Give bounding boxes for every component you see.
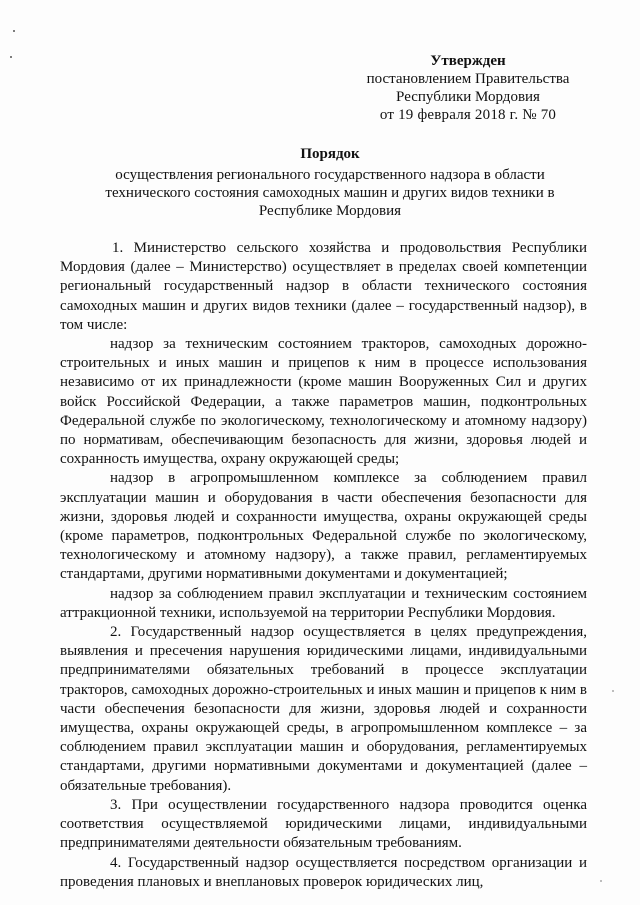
scan-speck: [10, 56, 12, 58]
approval-title: Утвержден: [430, 53, 506, 69]
approval-stamp: [348, 52, 588, 124]
paragraph-1-item-2: надзор в агропромышленном комплексе за соблюдением правил эксплуатации машин и оборудования в части обеспечения безопасности для жизни, здоровья людей и сохранности имущества, охраны окружающей среды (кроме параметров, подконтрольных Федеральной службе по экологическому, технологическому и атомному надзору), а также правил, регламентируемых стандартами, другими нормативными документами и документацией;: [60, 470, 587, 583]
paragraph-1-item-1: надзор за техническим состоянием тракторов, самоходных дорожно-строительных и иных машин и прицепов к ним в процессе использования независимо от их принадлежности (кроме машин Вооруженных Сил и других войск Российской Федерации, а также параметров машин, подконтрольных Федеральной службе по экологическому, технологическому и атомному надзору) по нормативам, обеспечивающим безопасность для жизни, здоровья людей и сохранность имущества, охрану окружающей среды;: [60, 336, 587, 468]
approval-date: от 19 февраля 2018 г. № 70: [379, 107, 557, 123]
paragraph-3: 3. При осуществлении государственного надзора проводится оценка соответствия осуществляемой юридическими лицами, индивидуальными предпринимателями деятельности обязательным требованиям.: [60, 796, 587, 852]
paragraph-2: 2. Государственный надзор осуществляется в целях предупреждения, выявления и пресечения нарушения юридическими лицами, индивидуальными предпринимателями обязательных требований в процессе эксплуатации тракторов, самоходных дорожно-строительных и иных машин и прицепов к ним в части обеспечения безопасности для жизни, здоровья людей и сохранности имущества, охраны окружающей среды, в агропромышленном комплексе – за соблюдением правил эксплуатации машин и оборудования, регламентируемых стандартами, другими нормативными документами и документацией (далее – обязательные требования).: [60, 624, 587, 794]
paragraph-4: 4. Государственный надзор осуществляется посредством организации и проведения плановых и внеплановых проверок юридических лиц,: [60, 854, 587, 890]
scan-speck: [600, 880, 602, 882]
approval-line-2: Республики Мордовия: [396, 89, 540, 105]
document-subtitle: осуществления регионального государственного надзора в области технического состояния самоходных машин и других видов техники в Республике Мордовия: [105, 167, 555, 219]
scan-speck: [612, 690, 614, 692]
paragraph-1: 1. Министерство сельского хозяйства и продовольствия Республики Мордовия (далее – Министерство) осуществляет в пределах своей компетенции региональный государственный надзор в области технического состояния самоходных машин и других видов техники (далее – государственный надзор), в том числе:: [60, 240, 587, 333]
scan-speck: [13, 30, 15, 32]
paragraph-1-item-3: надзор за соблюдением правил эксплуатации и техническим состоянием аттракционной техники, используемой на территории Республики Мордовия.: [60, 585, 587, 621]
approval-line-1: постановлением Правительства: [366, 71, 570, 87]
document-body: [60, 239, 587, 892]
document-title: Порядок: [300, 146, 360, 162]
